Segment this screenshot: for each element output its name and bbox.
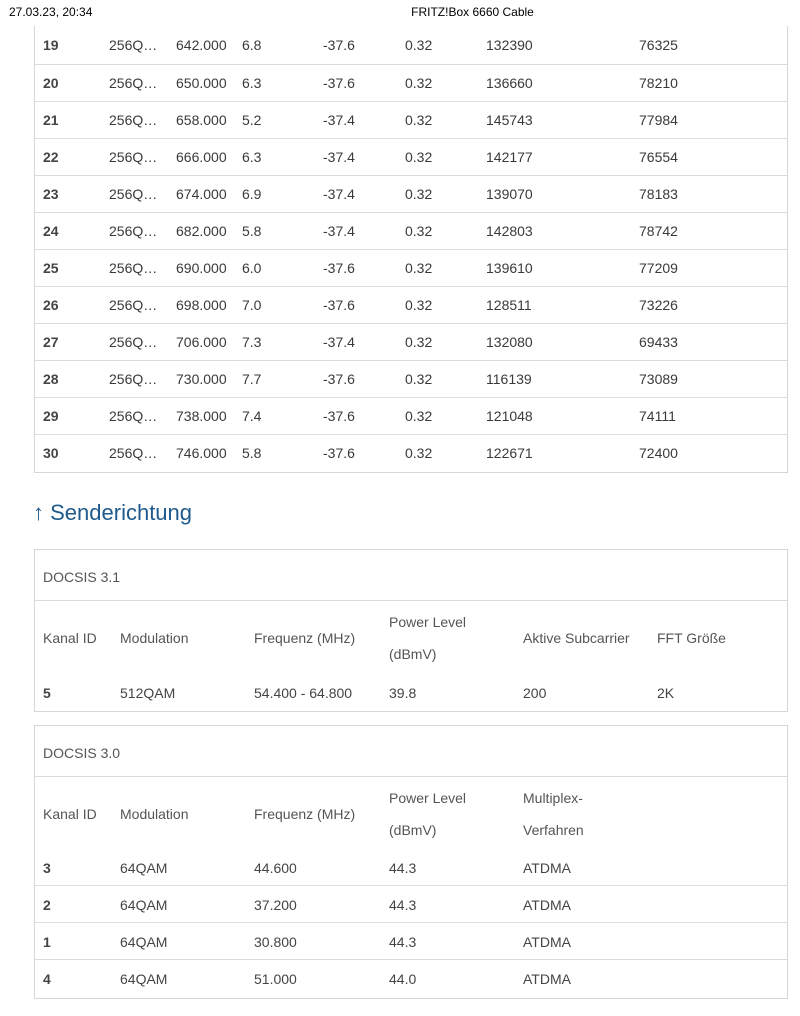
table-cell: 26 bbox=[43, 296, 59, 313]
table-cell: 256Q… bbox=[109, 37, 158, 53]
docsis30-panel bbox=[34, 725, 788, 999]
table-cell: 256Q… bbox=[109, 74, 158, 91]
table-cell: 256Q… bbox=[109, 333, 158, 350]
table-cell: ATDMA bbox=[523, 934, 571, 950]
table-cell: 73089 bbox=[639, 370, 678, 387]
table-cell: 256Q… bbox=[109, 185, 158, 202]
table-cell: 4 bbox=[43, 971, 51, 987]
table-cell: 27 bbox=[43, 333, 59, 350]
table-cell: -37.4 bbox=[323, 185, 355, 202]
col-verfahren: Verfahren bbox=[523, 822, 584, 838]
table-cell: ATDMA bbox=[523, 897, 571, 913]
table-cell: 512QAM bbox=[120, 685, 176, 701]
table-cell: 706.000 bbox=[176, 333, 227, 350]
docsis31-heading bbox=[35, 550, 787, 601]
docsis31-panel bbox=[34, 549, 788, 712]
table-cell: 44.600 bbox=[254, 860, 297, 876]
table-cell: 64QAM bbox=[120, 934, 168, 950]
table-cell: 0.32 bbox=[405, 333, 433, 350]
docsis30-heading-text: DOCSIS 3.0 bbox=[43, 745, 121, 761]
table-row bbox=[35, 286, 787, 324]
table-cell: -37.4 bbox=[323, 148, 355, 165]
row-divider bbox=[35, 959, 787, 960]
table-cell: 44.3 bbox=[389, 934, 417, 950]
table-cell: 738.000 bbox=[176, 407, 227, 424]
table-cell: 28 bbox=[43, 370, 59, 387]
table-cell: -37.6 bbox=[323, 37, 355, 53]
table-cell: 6.8 bbox=[242, 37, 262, 53]
table-cell: 642.000 bbox=[176, 37, 227, 53]
table-cell: 7.7 bbox=[242, 370, 262, 387]
table-cell: 5.8 bbox=[242, 222, 262, 239]
table-row bbox=[35, 397, 787, 435]
table-cell: 77209 bbox=[639, 259, 678, 276]
table-cell: 76325 bbox=[639, 37, 678, 53]
table-cell: 256Q… bbox=[109, 148, 158, 165]
table-cell: 0.32 bbox=[405, 296, 433, 313]
table-cell: 72400 bbox=[639, 445, 678, 461]
table-cell: -37.6 bbox=[323, 445, 355, 461]
col-power-level: Power Level bbox=[389, 614, 467, 630]
table-cell: 0.32 bbox=[405, 185, 433, 202]
col-kanal-id: Kanal ID bbox=[43, 806, 97, 822]
print-title: FRITZ!Box 6660 Cable bbox=[411, 5, 534, 19]
table-cell: 0.32 bbox=[405, 407, 433, 424]
table-row bbox=[35, 360, 787, 398]
table-cell: 64QAM bbox=[120, 860, 168, 876]
table-cell: 44.3 bbox=[389, 860, 417, 876]
table-cell: 145743 bbox=[486, 111, 533, 128]
table-cell: 7.3 bbox=[242, 333, 262, 350]
print-header bbox=[0, 0, 800, 22]
table-row bbox=[35, 101, 787, 139]
table-cell: 6.3 bbox=[242, 74, 262, 91]
col-frequenz: Frequenz (MHz) bbox=[254, 806, 356, 822]
table-cell: 116139 bbox=[486, 370, 532, 387]
table-cell: 44.0 bbox=[389, 971, 417, 987]
table-cell: 69433 bbox=[639, 333, 678, 350]
table-cell: 256Q… bbox=[109, 111, 158, 128]
table-cell: 650.000 bbox=[176, 74, 227, 91]
table-cell: 39.8 bbox=[389, 685, 417, 701]
table-cell: 7.4 bbox=[242, 407, 262, 424]
table-cell: 78742 bbox=[639, 222, 678, 239]
table-cell: 256Q… bbox=[109, 259, 158, 276]
upstream-title-text: Senderichtung bbox=[50, 500, 193, 525]
downstream-table bbox=[34, 26, 788, 473]
table-cell: 256Q… bbox=[109, 445, 158, 461]
col-multiplex: Multiplex- bbox=[523, 790, 583, 806]
table-cell: 658.000 bbox=[176, 111, 227, 128]
table-cell: 0.32 bbox=[405, 222, 433, 239]
col-frequenz: Frequenz (MHz) bbox=[254, 630, 356, 646]
table-cell: -37.6 bbox=[323, 370, 355, 387]
table-cell: 6.3 bbox=[242, 148, 262, 165]
row-divider bbox=[35, 885, 787, 886]
table-cell: 698.000 bbox=[176, 296, 227, 313]
upstream-section-title bbox=[33, 500, 192, 526]
table-cell: 5.8 bbox=[242, 445, 262, 461]
table-cell: 0.32 bbox=[405, 74, 433, 91]
table-cell: 37.200 bbox=[254, 897, 297, 913]
table-cell: 2 bbox=[43, 897, 51, 913]
table-cell: 0.32 bbox=[405, 111, 433, 128]
table-cell: 682.000 bbox=[176, 222, 227, 239]
table-cell: 200 bbox=[523, 685, 547, 701]
table-cell: 122671 bbox=[486, 445, 533, 461]
col-power-unit: (dBmV) bbox=[389, 646, 437, 662]
table-cell: 73226 bbox=[639, 296, 678, 313]
table-cell: -37.6 bbox=[323, 296, 355, 313]
col-modulation: Modulation bbox=[120, 630, 189, 646]
table-cell: 29 bbox=[43, 407, 59, 424]
table-cell: 132390 bbox=[486, 37, 533, 53]
table-cell: 64QAM bbox=[120, 971, 168, 987]
table-row bbox=[35, 434, 787, 472]
table-cell: 256Q… bbox=[109, 222, 158, 239]
table-cell: 139610 bbox=[486, 259, 533, 276]
table-cell: 25 bbox=[43, 259, 59, 276]
table-cell: -37.4 bbox=[323, 333, 355, 350]
table-cell: 7.0 bbox=[242, 296, 262, 313]
table-cell: 19 bbox=[43, 37, 59, 53]
table-cell: 51.000 bbox=[254, 971, 297, 987]
table-cell: 44.3 bbox=[389, 897, 417, 913]
table-cell: 78183 bbox=[639, 185, 678, 202]
table-cell: ATDMA bbox=[523, 971, 571, 987]
table-cell: 0.32 bbox=[405, 259, 433, 276]
table-cell: 30 bbox=[43, 445, 59, 461]
table-row bbox=[35, 249, 787, 287]
table-cell: 78210 bbox=[639, 74, 678, 91]
docsis30-heading bbox=[35, 726, 787, 777]
col-power-level: Power Level bbox=[389, 790, 467, 806]
table-cell: -37.6 bbox=[323, 259, 355, 276]
table-cell: 5 bbox=[43, 685, 51, 701]
table-row bbox=[35, 26, 787, 65]
table-cell: ATDMA bbox=[523, 860, 571, 876]
docsis31-heading-text: DOCSIS 3.1 bbox=[43, 569, 121, 585]
col-power-unit: (dBmV) bbox=[389, 822, 437, 838]
table-cell: 5.2 bbox=[242, 111, 262, 128]
table-cell: 0.32 bbox=[405, 37, 433, 53]
table-cell: 0.32 bbox=[405, 370, 433, 387]
table-cell: 76554 bbox=[639, 148, 678, 165]
table-cell: 0.32 bbox=[405, 148, 433, 165]
table-row bbox=[35, 64, 787, 102]
table-cell: 121048 bbox=[486, 407, 533, 424]
table-cell: 1 bbox=[43, 934, 51, 950]
arrow-up-icon: ↑ bbox=[33, 500, 44, 525]
table-cell: 21 bbox=[43, 111, 59, 128]
table-cell: 142177 bbox=[486, 148, 533, 165]
table-cell: 142803 bbox=[486, 222, 533, 239]
table-cell: 0.32 bbox=[405, 445, 433, 461]
col-aktive-subcarrier: Aktive Subcarrier bbox=[523, 630, 630, 646]
table-cell: 136660 bbox=[486, 74, 533, 91]
table-cell: 666.000 bbox=[176, 148, 227, 165]
table-cell: 74111 bbox=[639, 407, 676, 424]
col-kanal-id: Kanal ID bbox=[43, 630, 97, 646]
table-row bbox=[35, 138, 787, 176]
table-row bbox=[35, 323, 787, 361]
table-cell: 730.000 bbox=[176, 370, 227, 387]
table-cell: 23 bbox=[43, 185, 59, 202]
table-cell: 256Q… bbox=[109, 407, 158, 424]
table-cell: 6.0 bbox=[242, 259, 262, 276]
table-cell: 77984 bbox=[639, 111, 678, 128]
table-cell: 6.9 bbox=[242, 185, 262, 202]
table-cell: -37.4 bbox=[323, 222, 355, 239]
table-row bbox=[35, 175, 787, 213]
col-fft-groesse: FFT Größe bbox=[657, 630, 726, 646]
table-cell: 22 bbox=[43, 148, 59, 165]
table-row bbox=[35, 212, 787, 250]
table-cell: 139070 bbox=[486, 185, 533, 202]
table-cell: -37.6 bbox=[323, 407, 355, 424]
table-cell: 674.000 bbox=[176, 185, 227, 202]
table-cell: 24 bbox=[43, 222, 59, 239]
table-cell: -37.4 bbox=[323, 111, 355, 128]
table-cell: 20 bbox=[43, 74, 59, 91]
table-cell: 128511 bbox=[486, 296, 532, 313]
table-cell: 690.000 bbox=[176, 259, 227, 276]
table-cell: 30.800 bbox=[254, 934, 297, 950]
print-datetime: 27.03.23, 20:34 bbox=[9, 5, 93, 19]
table-cell: 256Q… bbox=[109, 370, 158, 387]
row-divider bbox=[35, 922, 787, 923]
table-cell: 54.400 - 64.800 bbox=[254, 685, 353, 701]
table-cell: 2K bbox=[657, 685, 675, 701]
table-cell: 3 bbox=[43, 860, 51, 876]
table-cell: 256Q… bbox=[109, 296, 158, 313]
table-cell: 746.000 bbox=[176, 445, 227, 461]
table-cell: -37.6 bbox=[323, 74, 355, 91]
table-cell: 64QAM bbox=[120, 897, 168, 913]
table-cell: 132080 bbox=[486, 333, 533, 350]
col-modulation: Modulation bbox=[120, 806, 189, 822]
